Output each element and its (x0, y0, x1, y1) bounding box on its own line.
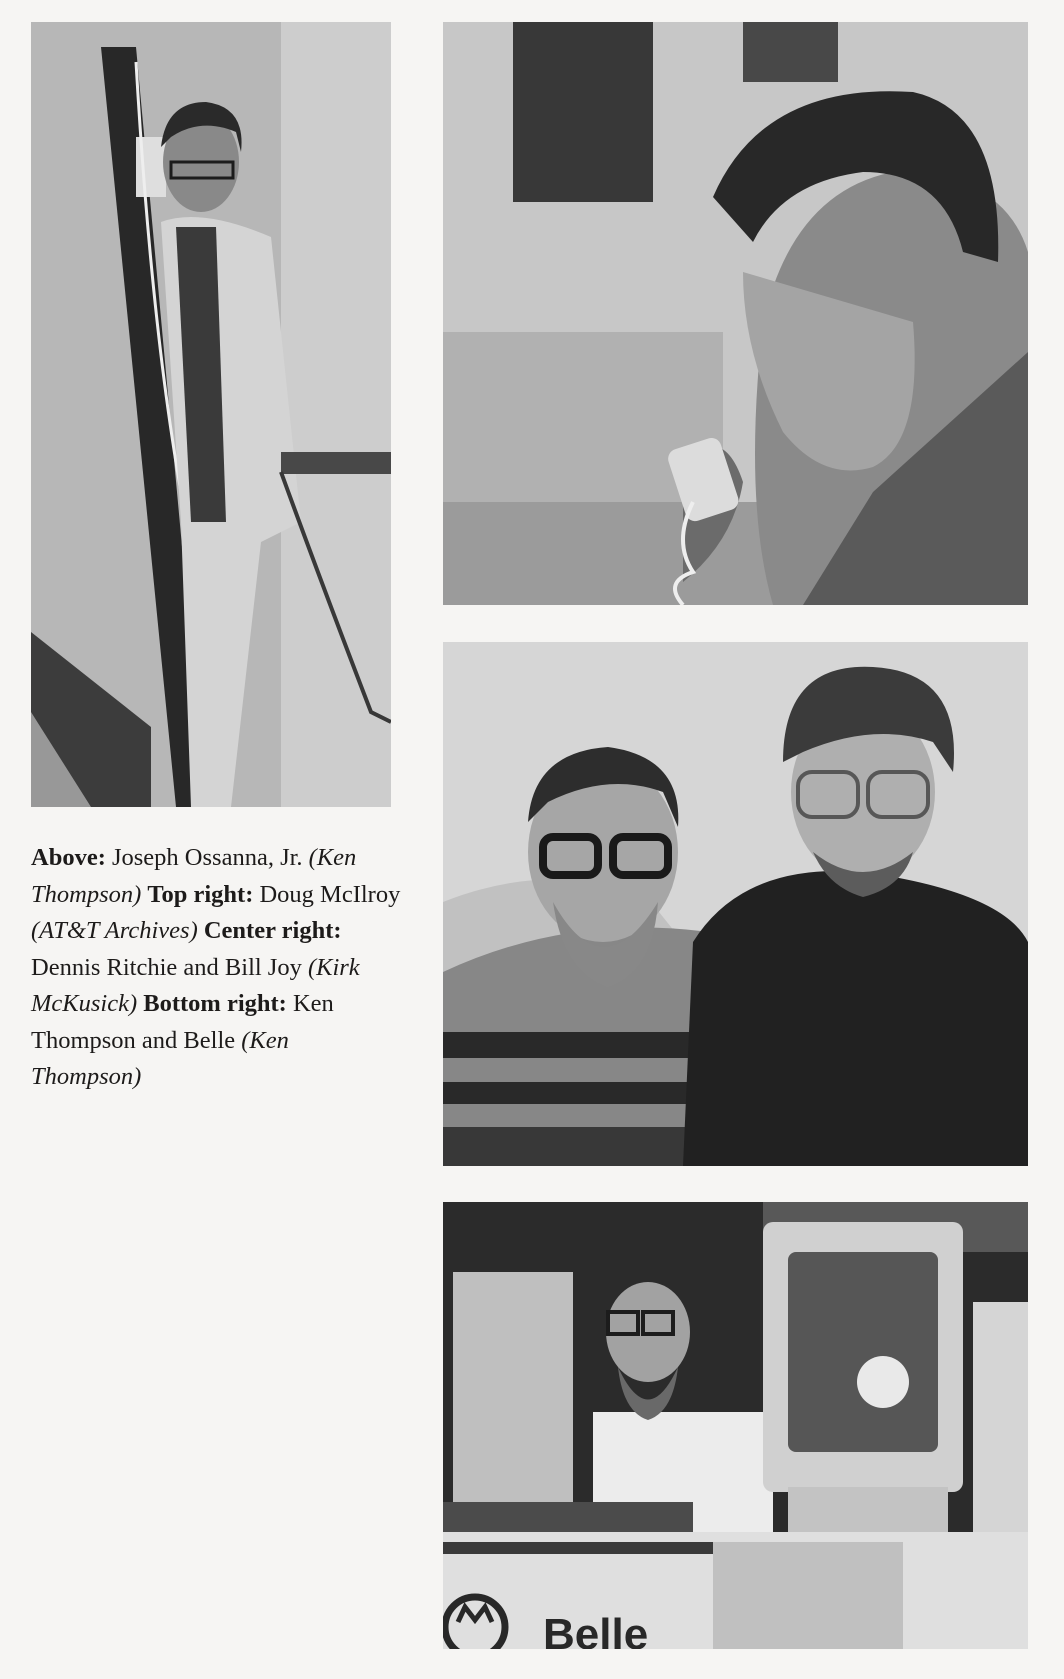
caption-top-right-name: Doug McIlroy (259, 880, 401, 908)
caption-center-right-label: Center right: (203, 917, 342, 944)
caption-top-right-credit: (AT&T Archives) (31, 917, 198, 944)
caption-top-right-label: Top right: (147, 880, 254, 908)
photo-ritchie-joy (443, 642, 1028, 1166)
caption-above-credit: (Ken Thompson) (31, 844, 357, 908)
photo-caption (31, 840, 401, 1096)
caption-center-right-name: Dennis Ritchie and Bill Joy (31, 953, 302, 981)
photo-ritchie-joy-image (443, 642, 1028, 1166)
caption-bottom-right-label: Bottom right: (143, 990, 287, 1017)
photo-thompson-belle (443, 1202, 1028, 1649)
photo-thompson-belle-image (443, 1202, 1028, 1649)
caption-bottom-right-name: Ken Thompson and Belle (31, 990, 334, 1054)
caption-above-name: Joseph Ossanna, Jr. (111, 844, 303, 871)
caption-center-right-credit: (Kirk McKusick) (31, 953, 360, 1017)
belle-sign-text: Belle (543, 1610, 649, 1649)
photo-ossanna-image (31, 22, 391, 807)
photo-mcilroy (443, 22, 1028, 605)
caption-bottom-right-credit: (Ken Thompson) (31, 1026, 289, 1090)
photo-ossanna (31, 22, 391, 807)
photo-mcilroy-image (443, 22, 1028, 605)
caption-above-label: Above: (31, 844, 106, 871)
